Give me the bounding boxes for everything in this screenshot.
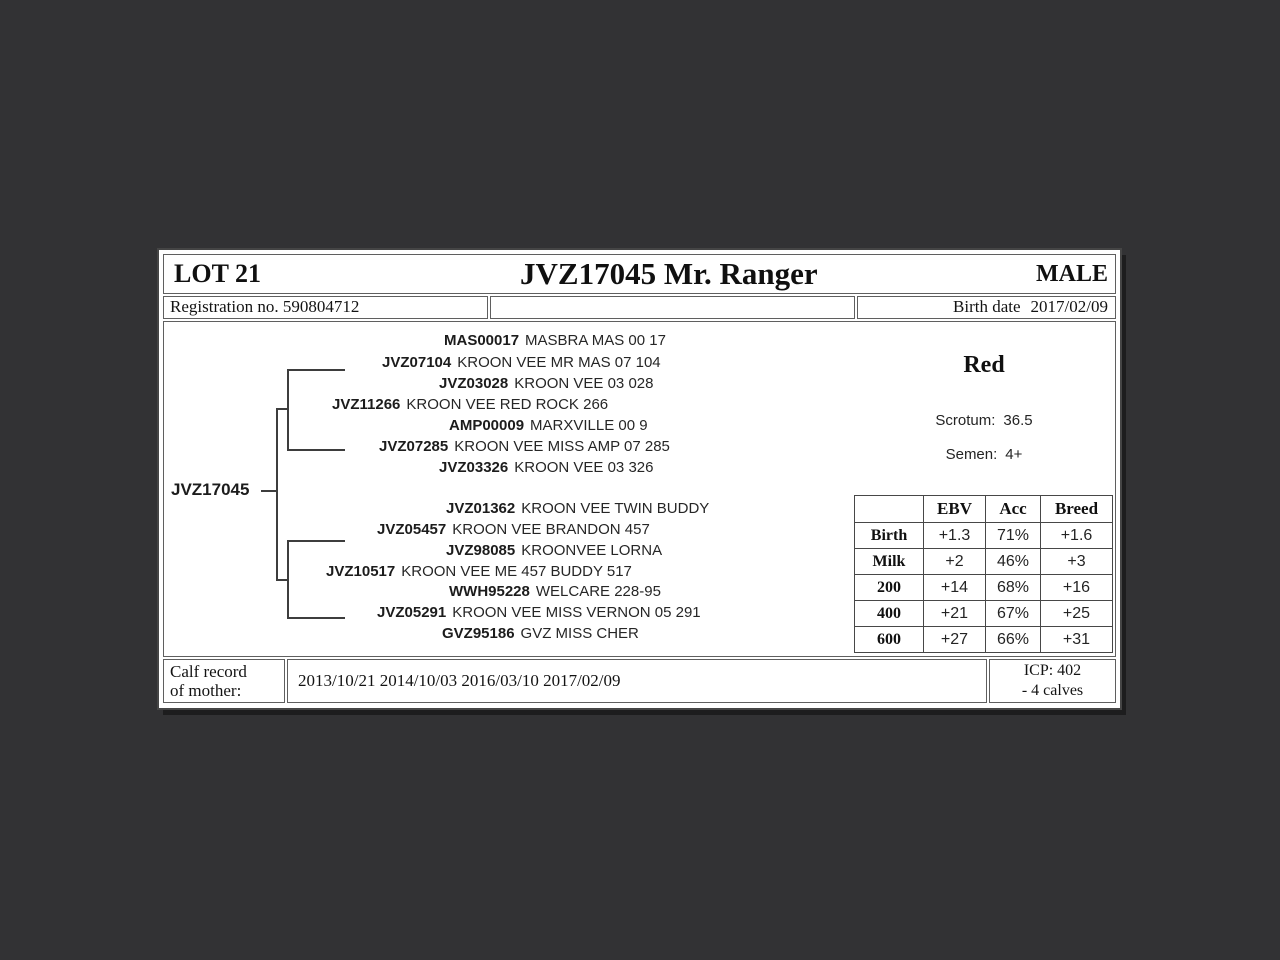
- calves-count: - 4 calves: [1021, 682, 1084, 699]
- pedigree-entry: [449, 417, 648, 435]
- animal-name: GVZ MISS CHER: [520, 625, 639, 642]
- pedigree-entry: [449, 583, 661, 601]
- pedigree-entry: [446, 500, 709, 518]
- ebv-row-label: 200: [855, 575, 924, 601]
- info-bar: [163, 296, 1116, 319]
- breed-value: +31: [1041, 627, 1113, 653]
- animal-id: JVZ05291: [377, 604, 447, 621]
- ebv-value: +27: [924, 627, 986, 653]
- pedigree-line-sire-top-stub: [287, 369, 345, 371]
- semen-row: [854, 446, 1114, 463]
- ebv-value: +21: [924, 601, 986, 627]
- animal-name: KROON VEE BRANDON 457: [452, 521, 650, 538]
- animal-id: JVZ03028: [439, 375, 509, 392]
- animal-id: JVZ01362: [446, 500, 516, 517]
- animal-id: AMP00009: [449, 417, 525, 434]
- breed-value: +25: [1041, 601, 1113, 627]
- animal-name: WELCARE 228-95: [535, 583, 661, 600]
- scrotum-value: 36.5: [1003, 412, 1033, 429]
- calf-dates: 2013/10/21 2014/10/03 2016/03/10 2017/02/09: [287, 659, 987, 703]
- pedigree-line-sire-bracket: [287, 369, 289, 451]
- animal-id: JVZ05457: [377, 521, 447, 538]
- acc-value: 46%: [986, 549, 1041, 575]
- breed-value: +16: [1041, 575, 1113, 601]
- scrotum-label: Scrotum:: [935, 412, 996, 429]
- pedigree-entry: [439, 459, 653, 477]
- ebv-header-blank: [855, 496, 924, 523]
- pedigree-line-dam-top-stub: [287, 540, 345, 542]
- birthdate-label: Birth date: [953, 297, 1021, 316]
- acc-value: 66%: [986, 627, 1041, 653]
- animal-id: GVZ95186: [442, 625, 515, 642]
- acc-value: 68%: [986, 575, 1041, 601]
- pedigree-entry: [439, 375, 653, 393]
- animal-id: JVZ07104: [382, 354, 452, 371]
- calf-record-label: [163, 659, 285, 703]
- scrotum-row: [854, 412, 1114, 429]
- pedigree-section: [163, 321, 1116, 657]
- animal-name: KROON VEE 03 028: [514, 375, 654, 392]
- animal-name: KROON VEE MISS VERNON 05 291: [452, 604, 701, 621]
- icp-cell: [989, 659, 1116, 703]
- animal-id: WWH95228: [449, 583, 530, 600]
- subject-id: JVZ17045: [171, 480, 250, 499]
- ebv-row-label: 400: [855, 601, 924, 627]
- pedigree-entry: [379, 438, 670, 456]
- pedigree-entry: [326, 563, 632, 581]
- animal-id: JVZ03326: [439, 459, 509, 476]
- semen-label: Semen:: [945, 446, 998, 463]
- ebv-header-ebv: EBV: [924, 496, 986, 523]
- ebv-header-acc: Acc: [986, 496, 1041, 523]
- registration-cell: Registration no. 590804712: [163, 296, 488, 319]
- calf-record-label-line1: Calf record: [170, 662, 247, 681]
- ebv-value: +1.3: [924, 523, 986, 549]
- acc-value: 71%: [986, 523, 1041, 549]
- semen-value: 4+: [1005, 446, 1023, 463]
- calf-record-section: [163, 659, 1116, 703]
- lot-number: LOT 21: [174, 259, 261, 288]
- ebv-row-label: Milk: [855, 549, 924, 575]
- animal-id: JVZ98085: [446, 542, 516, 559]
- icp-value: ICP: 402: [1023, 662, 1082, 679]
- breed-color-label: Red: [963, 352, 1005, 378]
- ebv-row: [855, 601, 1113, 627]
- ebv-value: +14: [924, 575, 986, 601]
- animal-id: JVZ11266: [332, 396, 401, 413]
- birthdate-cell: [857, 296, 1116, 319]
- breed-value: +3: [1041, 549, 1113, 575]
- pedigree-line-main-vertical: [276, 408, 278, 581]
- pedigree-entry: [446, 542, 662, 560]
- pedigree-entry: [442, 625, 639, 643]
- pedigree-line-sire-bottom-stub: [287, 449, 345, 451]
- calf-record-label-line2: of mother:: [170, 681, 242, 700]
- animal-title: JVZ17045 Mr. Ranger: [520, 256, 818, 291]
- breed-value: +1.6: [1041, 523, 1113, 549]
- ebv-row-label: Birth: [855, 523, 924, 549]
- pedigree-entry: [332, 396, 608, 414]
- ebv-row: [855, 549, 1113, 575]
- ebv-row: [855, 627, 1113, 653]
- animal-name: KROON VEE ME 457 BUDDY 517: [401, 563, 632, 580]
- ebv-header-breed: Breed: [1041, 496, 1113, 523]
- pedigree-line-dam-bottom-stub: [287, 617, 345, 619]
- birthdate-value: 2017/02/09: [1030, 297, 1108, 316]
- sex-label: MALE: [1036, 261, 1108, 287]
- ebv-value: +2: [924, 549, 986, 575]
- ebv-table: [854, 495, 1113, 653]
- animal-name: KROON VEE MISS AMP 07 285: [454, 438, 670, 455]
- acc-value: 67%: [986, 601, 1041, 627]
- pedigree-entry: [382, 354, 661, 372]
- animal-name: KROONVEE LORNA: [521, 542, 663, 559]
- animal-id: JVZ07285: [379, 438, 449, 455]
- spacer-cell: [490, 296, 855, 319]
- ebv-row: [855, 575, 1113, 601]
- animal-name: KROON VEE RED ROCK 266: [406, 396, 609, 413]
- animal-name: KROON VEE 03 326: [514, 459, 654, 476]
- document-card: [157, 248, 1122, 710]
- pedigree-line-dam-bracket: [287, 540, 289, 619]
- animal-name: KROON VEE TWIN BUDDY: [521, 500, 710, 517]
- pedigree-entry: [377, 604, 701, 622]
- animal-name: MARXVILLE 00 9: [530, 417, 648, 434]
- header-section: [163, 254, 1116, 294]
- pedigree-entry: [444, 332, 666, 350]
- animal-name: KROON VEE MR MAS 07 104: [457, 354, 661, 371]
- ebv-row-label: 600: [855, 627, 924, 653]
- animal-id: MAS00017: [444, 332, 520, 349]
- ebv-row: [855, 523, 1113, 549]
- pedigree-entry: [377, 521, 650, 539]
- animal-name: MASBRA MAS 00 17: [525, 332, 666, 349]
- animal-id: JVZ10517: [326, 563, 396, 580]
- ebv-header-row: [855, 496, 1113, 523]
